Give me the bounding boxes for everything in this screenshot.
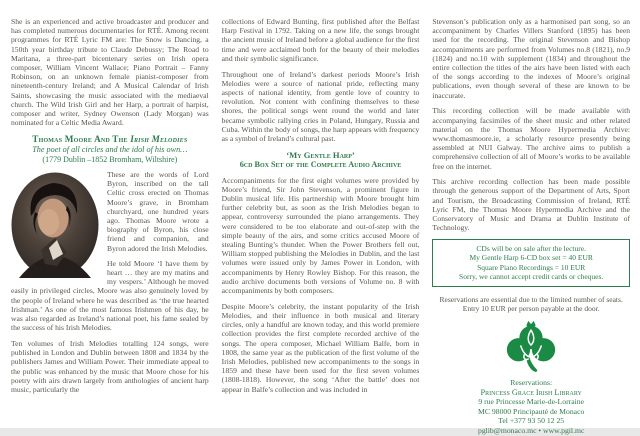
paragraph-stevenson: Accompaniments for the first eight volumes were provided by Moore’s friend, Sir John Stevenson, a prominent figure in Dublin musical life. His partnership with Moore brought him further celebrity but, as soon as the Irish Melodies began to appear, controversy surrounded the piano arrangements. They were considered to be too elaborate and out-of-step with the simple beauty of the airs, and some critics accused Moore of stealing Bunting’s thunder. When the Power Brothers fell out, William stopped publishing the Melodies in Dublin, and the last volumes were issued only by James Power in London, with accompaniments by Henry Rowley Bishop. For this reason, the audio archive documents both versions of Volume no. 8 with accompaniments by both composers. — [221, 175, 420, 296]
price-line-payment: Sorry, we cannot accept credit cards or cheques. — [459, 272, 604, 282]
paragraph-byron: These are the words of Lord Byron, inscribed on the tall Celtic cross erected on Thomas Moore’s grave, in Bromham churchyard, one hundred years ago. Thomas Moore wrote a biography of Byron, his close friend and companion, and Byron adored the Irish Melodies. — [107, 169, 209, 253]
section-title-main: Thomas Moore And The — [32, 133, 131, 144]
paragraph-balfe: Despite Moore’s celebrity, the instant popularity of the Irish Melodies, and their influence in both musical and literary circles, only a handful are known today, and this world premiere collection provides the first complete recorded archive of the songs. The opera composer, Michael William Balfe, born in 1808, the same year as the publication of the first volume of the Irish Melodies, published new accompaniments to the songs in 1859 and these have been used for the first seven volumes (1808-1818). However, the song ‘After the battle’ does not appear in Balfe’s collection and was included in — [221, 301, 420, 394]
reservation-note-line2: Entry 10 EUR per person payable at the door. — [462, 304, 600, 314]
middle-column — [222, 17, 420, 436]
section-title-italic: Irish Melodies — [130, 133, 188, 144]
shamrock-logo-wrap — [432, 319, 630, 375]
paragraph-stanford: Stevenson’s publication only as a harmonised part song, so an accompaniment by Charles Villers Stanford (1895) has been used for the recording. The original Stevenson and Bishop accompaniments are performed from Volumes no.8 (1821), no.9 (1824) and no.10 with supplement (1834) and throughout the entire collection the titles of the airs have been listed with each of the songs according to the indexes of Moore’s original publications, even though several of these are known to be inaccurate. — [432, 17, 631, 100]
section-heading-my-gentle-harp — [222, 150, 420, 171]
gentle-harp-subtitle: 6cd Box Set of the Complete Audio Archive — [239, 160, 402, 170]
shamrock-icon — [505, 319, 557, 373]
section-dates: (1779 Dublin –1852 Bromham, Wiltshire) — [42, 154, 178, 164]
reservation-note-line1: Reservations are essential due to the limited number of seats. — [439, 294, 623, 304]
address-line1: 9 rue Princesse Marie-de-Lorraine — [478, 397, 584, 407]
footer-contact-block — [432, 378, 630, 436]
paragraph-volumes: Ten volumes of Irish Melodies totalling 124 songs, were published in London and Dublin between 1808 and 1834 by the publishers James and William Power. Their immediate appeal to the public was enhanced by the music that Moore chose for his poetry with airs drawn largely from anthologies of ancient harp music, particularly the — [11, 338, 209, 394]
reservation-note — [432, 295, 630, 314]
paragraph-broadcaster: She is an experienced and active broadcaster and producer and has completed numerous documentaries for RTÉ. Among recent programmes for RTÉ Lyric FM are: The Snow is Dancing, a 150th year birthday tribute to Claude Debussy; The Road to Maritana, a three-part bicentenary series on Irish opera composer, William Vincent Wallace; Piano Portrait – Fanny Robinson, on an unknown female pianist-composer from nineteenth-century Ireland; and A Musical Calendar of Irish Saints, showcasing the music associated with the mediaeval church. The Wild Irish Girl and her Harp, a portrait of harpist, composer and writer, Sydney Owenson (Lady Morgan) was nominated for a Celtic Media Award. — [11, 17, 209, 128]
cd-price-box — [432, 239, 630, 287]
address-line2: MC 98000 Principauté de Monaco — [478, 406, 585, 416]
paragraph-bunting: collections of Edward Bunting, first published after the Belfast Harp Festival in 1792. Taking on a new life, the songs brought the ancient music of Ireland before a global audience for the first time and were acclaimed both for the beauty of their melodies and their symbolic significance. — [221, 17, 420, 63]
paragraph-support: This archive recording collection has been made possible through the generous support of the Department of Arts, Sport and Tourism, the Broadcasting Commission of Ireland, RTÉ Lyric FM, the Thomas Moore Hypermedia Archive and the Conservatory of Music and Drama at Dublin Institute of Technology. — [432, 177, 631, 233]
price-line-boxset: My Gentle Harp 6-CD box set = 40 EUR — [469, 253, 593, 263]
section-subtitle: The poet of all circles and the idol of his own… — [32, 144, 188, 154]
section-title — [11, 134, 209, 145]
section-heading-thomas-moore — [11, 134, 209, 165]
email-and-website: pglib@monaco.mc • www.pgil.mc — [477, 425, 585, 435]
library-name: Princess Grace Irish Library — [480, 387, 582, 397]
left-column — [11, 17, 209, 436]
price-line-piano: Square Piano Recordings = 10 EUR — [477, 262, 586, 272]
paragraph-darkest-periods: Throughout one of Ireland’s darkest periods Moore’s Irish Melodies were a source of national pride, reflecting many aspects of national identity, from gentle love of country to revolution. Not content with confining themselves to these shores, the political songs went round the world and later became symbolic rallying cries in Poland, Hungary, Russia and Cuba. Within the body of songs, the harp appears with frequency as a symbol of Ireland’s cultural past. — [221, 69, 420, 143]
reservations-label: Reservations: — [510, 377, 553, 387]
thomas-moore-portrait — [11, 172, 99, 278]
right-column — [432, 17, 630, 436]
gentle-harp-title: ‘My Gentle Harp’ — [286, 149, 355, 160]
paragraph-byron-block — [11, 170, 209, 253]
price-line-sale: CDs will be on sale after the lecture. — [476, 243, 586, 253]
paragraph-hypermedia: This recording collection will be made available with accompanying facsimiles of the sheet music and other related material on the Thomas Moore Hypermedia Archive: www.thomasmoore.ie, a scholarly resource presently being assembled at NUI Galway. The archive aims to publish a comprehensive collection of all of Moore’s works to be available free on the internet. — [432, 106, 631, 171]
paragraph-matins: He told Moore ‘I have them by heart … they are my matins and my vespers.’ Although he moved easily in privileged circles, Moore was also genuinely loved by the people of Ireland where he was described as ‘the true hearted Irishman.’ As one of the most famous Irishmen of his day, he was also regarded as Ireland’s national poet, his fame sealed by the success of his Irish Melodies. — [11, 258, 209, 333]
phone-number: Tel +377 93 50 12 25 — [498, 416, 565, 426]
